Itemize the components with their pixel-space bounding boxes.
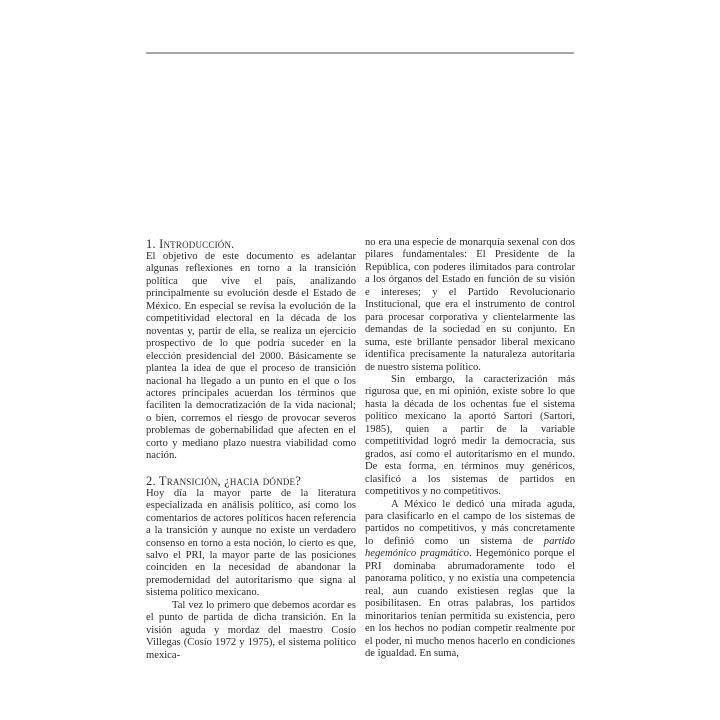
text-run: A México le dedicó una mirada aguda, para clasificarlo en el campo de los sistemas de partidos no competitivos, y más concretamente lo definió como un sistema de [365, 498, 575, 547]
column-right [365, 237, 575, 660]
column-left [146, 237, 356, 662]
section-heading-introduccion: 1. Introducción. [146, 237, 235, 251]
section-heading-transicion: 2. Transición, ¿hacia dónde? [146, 473, 301, 488]
paragraph-transicion-2: Tal vez lo primero que debemos acordar es el punto de partida de dicha transición. En la visión aguda y mordaz del maestro Cosío Villegas (Cosío 1972 y 1975), el sistema político mexica- [146, 599, 356, 661]
paragraph-introduccion: El objetivo de este documento es adelantar algunas reflexiones en torno a la transición política que vive el país, analizando principalmente su evolución desde el Estado de México. En especial se revisa la evolución de la competitividad electoral en la década de los noventas y, partir de ella, se realiza un ejercicio prospectivo de lo que podría suceder en la elección presidencial del 2000. Básicamente se plantea la idea de que el proceso de transición nacional ha llegado a un punto en el que o los actores principales acuerdan los términos que faciliten la democratización de la vida nacional; o bien, corremos el riesgo de provocar severos problemas de gobernabilidad que afecten en el corto y mediano plazo nuestra viabilidad como nación. [146, 251, 356, 462]
header-rule [146, 52, 574, 54]
text-run: . Hegemónico porque el PRI dominaba abrumadoramente todo el panorama político, y no existía una competencia real, aun cuando existiesen reglas que la posibilitasen. En otras palabras, los partidos minoritarios tenían permitida su existencia, pero en los hechos no podían competir realmente por el poder, ni mucho menos hacerlo en condiciones de igualdad. En suma, [365, 548, 575, 659]
italic-term: partido hegemónico pragmático [365, 535, 575, 560]
paragraph-mexico-hegemonico [365, 499, 575, 661]
paragraph-transicion-1: Hoy día la mayor parte de la literatura especializada en análisis político, así como los comentarios de actores políticos hacen referencia a la transición y aunque no existe un verdadero consenso en torno a esta noción, lo cierto es que, salvo el PRI, la mayor parte de las posiciones coinciden en la necesidad de abandonar la premodernidad del autoritarismo que signa al sistema político mexicano. [146, 487, 356, 599]
paragraph-monarquia: no era una especie de monarquía sexenal con dos pilares fundamentales: El Presidente de la República, con poderes ilimitados para controlar a los órganos del Estado en función de su visión e intereses; y el Partido Revolucionario Institucional, que era el instrumento de control para procesar corporativa y clientelarmente las demandas de la sociedad en su conjunto. En suma, este brillante pensador liberal mexicano identifica precisamente la naturaleza autoritaria de nuestro sistema político. [365, 237, 575, 373]
paragraph-sartori: Sin embargo, la caracterización más rigurosa que, en mi opinión, existe sobre lo que hasta la década de los ochentas fue el sistema político mexicano la aportó Sartori (Sartori, 1985), quien a partir de la variable competitividad logró medir la democracia, sus grados, así como el autoritarismo en el mundo. De esta forma, en términos muy genéricos, clasificó a los sistemas de partidos en competitivos y no competitivos. [365, 373, 575, 498]
